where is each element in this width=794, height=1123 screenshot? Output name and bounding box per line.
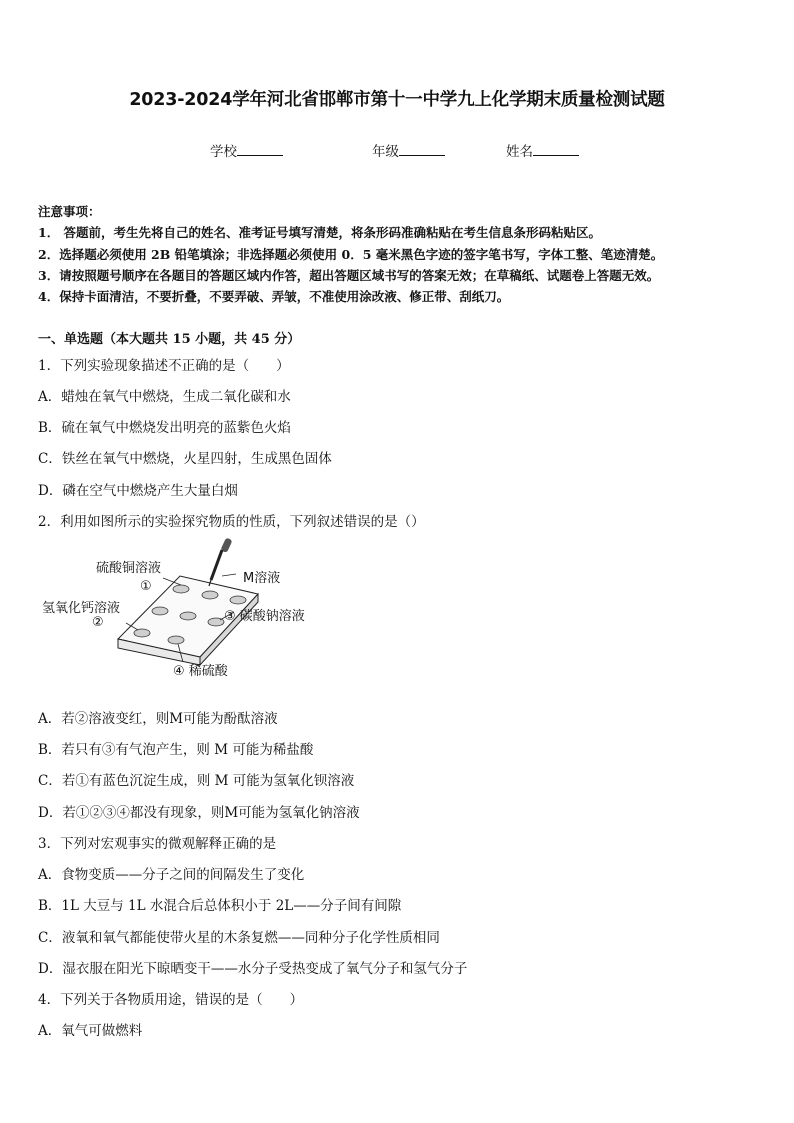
notes-heading: 注意事项： xyxy=(38,204,101,219)
question-3-option-b[interactable]: B．1L 大豆与 1L 水混合后总体积小于 2L——分子间有间隙 xyxy=(38,898,402,914)
label-calcium-hydroxide: 氢氧化钙溶液 xyxy=(42,601,121,616)
spot-plate-figure xyxy=(38,538,338,688)
well-center-top xyxy=(202,591,218,599)
school-field[interactable] xyxy=(210,140,283,160)
label-copper-sulfate: 硫酸铜溶液 xyxy=(96,561,162,576)
dropper-tube xyxy=(211,550,222,580)
well-left xyxy=(152,607,168,615)
name-blank[interactable] xyxy=(533,143,579,156)
question-3-option-c[interactable]: C．液氧和氧气都能使带火星的木条复燃——同种分子化学性质相同 xyxy=(38,930,440,946)
question-1-option-a[interactable]: A．蜡烛在氧气中燃烧，生成二氧化碳和水 xyxy=(38,389,291,405)
well-top xyxy=(173,585,189,593)
label-sodium-carbonate: ③ 碳酸钠溶液 xyxy=(224,609,305,624)
note-item: 2．选择题必须使用 2B 铅笔填涂；非选择题必须使用 0．5 毫米黑色字迹的签字笔书写，字体工整、笔迹清楚。 xyxy=(38,247,664,262)
question-1-option-c[interactable]: C．铁丝在氧气中燃烧，火星四射，生成黑色固体 xyxy=(38,451,332,467)
question-2-option-b[interactable]: B．若只有③有气泡产生，则 M 可能为稀盐酸 xyxy=(38,742,314,758)
note-item: 1． 答题前，考生先将自己的姓名、准考证号填写清楚，将条形码准确粘贴在考生信息条形码粘贴区。 xyxy=(38,225,602,240)
school-label: 学校 xyxy=(210,144,237,160)
label-number-1: ① xyxy=(140,579,152,594)
well-right xyxy=(230,596,246,604)
question-2-option-a[interactable]: A．若②溶液变红，则M可能为酚酞溶液 xyxy=(38,711,278,727)
label-dilute-sulfuric-acid: ④ 稀硫酸 xyxy=(173,664,228,679)
question-1-option-d[interactable]: D．磷在空气中燃烧产生大量白烟 xyxy=(38,483,238,499)
question-2-option-d[interactable]: D．若①②③④都没有现象，则M可能为氢氧化钠溶液 xyxy=(38,805,360,821)
question-4-stem: 4．下列关于各物质用途，错误的是（ ） xyxy=(38,992,304,1008)
question-3-option-d[interactable]: D．湿衣服在阳光下晾晒变干——水分子受热变成了氧气分子和氢气分子 xyxy=(38,961,468,977)
question-3-option-a[interactable]: A．食物变质——分子之间的间隔发生了变化 xyxy=(38,867,305,883)
well-bottom-left xyxy=(134,629,150,637)
leader-line-m xyxy=(222,574,236,576)
name-label: 姓名 xyxy=(506,144,533,160)
school-blank[interactable] xyxy=(237,143,283,156)
section-heading: 一、单选题（本大题共 15 小题，共 45 分） xyxy=(38,332,301,347)
question-4-option-a[interactable]: A．氧气可做燃料 xyxy=(38,1023,143,1039)
note-item: 3．请按照题号顺序在各题目的答题区域内作答，超出答题区域书写的答案无效；在草稿纸、试题卷上答题无效。 xyxy=(38,268,660,283)
question-2-stem: 2．利用如图所示的实验探究物质的性质，下列叙述错误的是（） xyxy=(38,514,425,530)
label-number-2: ② xyxy=(92,615,104,630)
well-center xyxy=(180,612,196,620)
page-title: 2023-2024学年河北省邯郸市第十一中学九上化学期末质量检测试题 xyxy=(129,90,665,110)
label-m-solution: M溶液 xyxy=(243,571,281,586)
question-2-option-c[interactable]: C．若①有蓝色沉淀生成，则 M 可能为氢氧化钡溶液 xyxy=(38,773,355,789)
note-item: 4．保持卡面清洁，不要折叠，不要弄破、弄皱，不准使用涂改液、修正带、刮纸刀。 xyxy=(38,289,510,304)
name-field[interactable] xyxy=(506,140,579,160)
question-3-stem: 3．下列对宏观事实的微观解释正确的是 xyxy=(38,836,277,852)
grade-blank[interactable] xyxy=(399,143,445,156)
grade-label: 年级 xyxy=(372,144,399,160)
question-1-stem: 1．下列实验现象描述不正确的是（ ） xyxy=(38,358,290,374)
grade-field[interactable] xyxy=(372,140,445,160)
well-bottom xyxy=(168,636,184,644)
question-1-option-b[interactable]: B．硫在氧气中燃烧发出明亮的蓝紫色火焰 xyxy=(38,420,291,436)
